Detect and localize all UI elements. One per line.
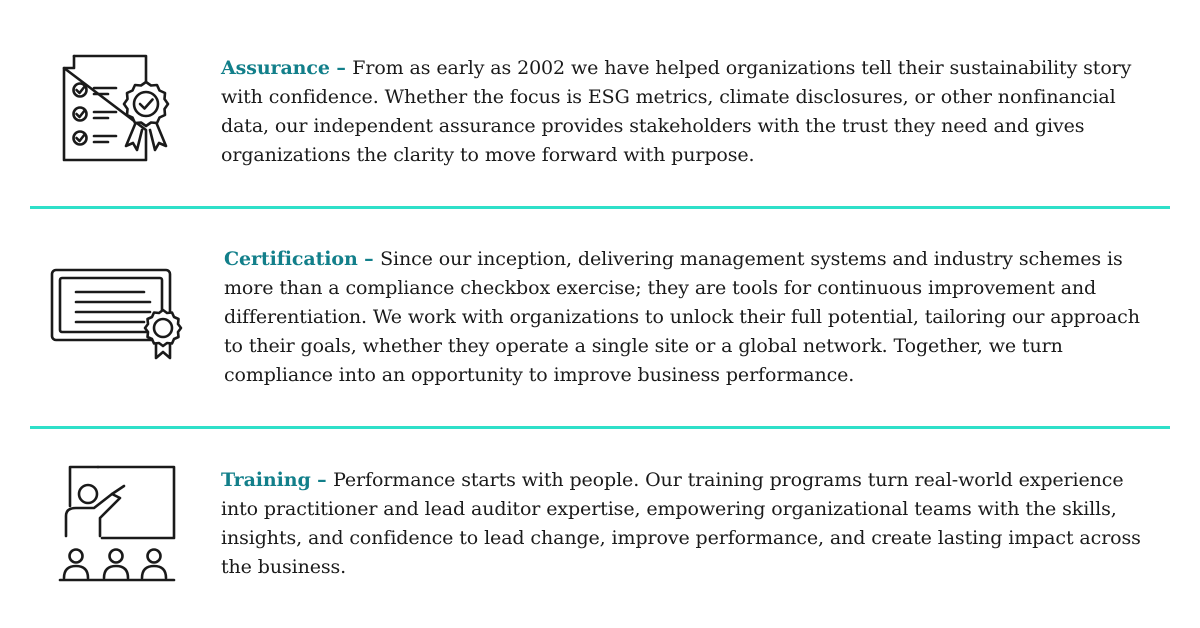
heading-separator: – bbox=[310, 469, 334, 491]
certification-text bbox=[224, 245, 1164, 390]
checklist-certificate-icon bbox=[60, 54, 175, 164]
training-body: Performance starts with people. Our training programs turn real-world experience into practitioner and lead auditor expertise, empowering organizational teams with the skills, insights, and confidence to lead change, improve performance, and create lasting impact across the business. bbox=[221, 469, 1141, 578]
assurance-heading: Assurance bbox=[221, 57, 330, 79]
training-section bbox=[0, 430, 1200, 628]
certificate-award-icon bbox=[50, 266, 185, 361]
assurance-text bbox=[221, 54, 1151, 170]
assurance-section bbox=[0, 0, 1200, 205]
training-heading: Training bbox=[221, 469, 311, 491]
assurance-body: From as early as 2002 we have helped organizations tell their sustainability story with confidence. Whether the focus is ESG metrics, climate disclosures, or other nonfinancial data, our independent assurance provides stakeholders with the trust they need and gives organizations the clarity to move forward with purpose. bbox=[221, 57, 1132, 166]
training-text bbox=[221, 466, 1161, 582]
certification-heading: Certification bbox=[224, 248, 358, 270]
certification-body: Since our inception, delivering management systems and industry schemes is more than a compliance checkbox exercise; they are tools for continuous improvement and differentiation. We work with organizations to unlock their full potential, tailoring our approach to their goals, whether they operate a single site or a global network. Together, we turn compliance into an opportunity to improve business performance. bbox=[224, 248, 1140, 386]
section-divider bbox=[30, 426, 1170, 429]
section-divider bbox=[30, 206, 1170, 209]
heading-separator: – bbox=[357, 248, 381, 270]
training-presentation-icon bbox=[58, 464, 178, 584]
certification-section bbox=[0, 210, 1200, 425]
heading-separator: – bbox=[329, 57, 353, 79]
